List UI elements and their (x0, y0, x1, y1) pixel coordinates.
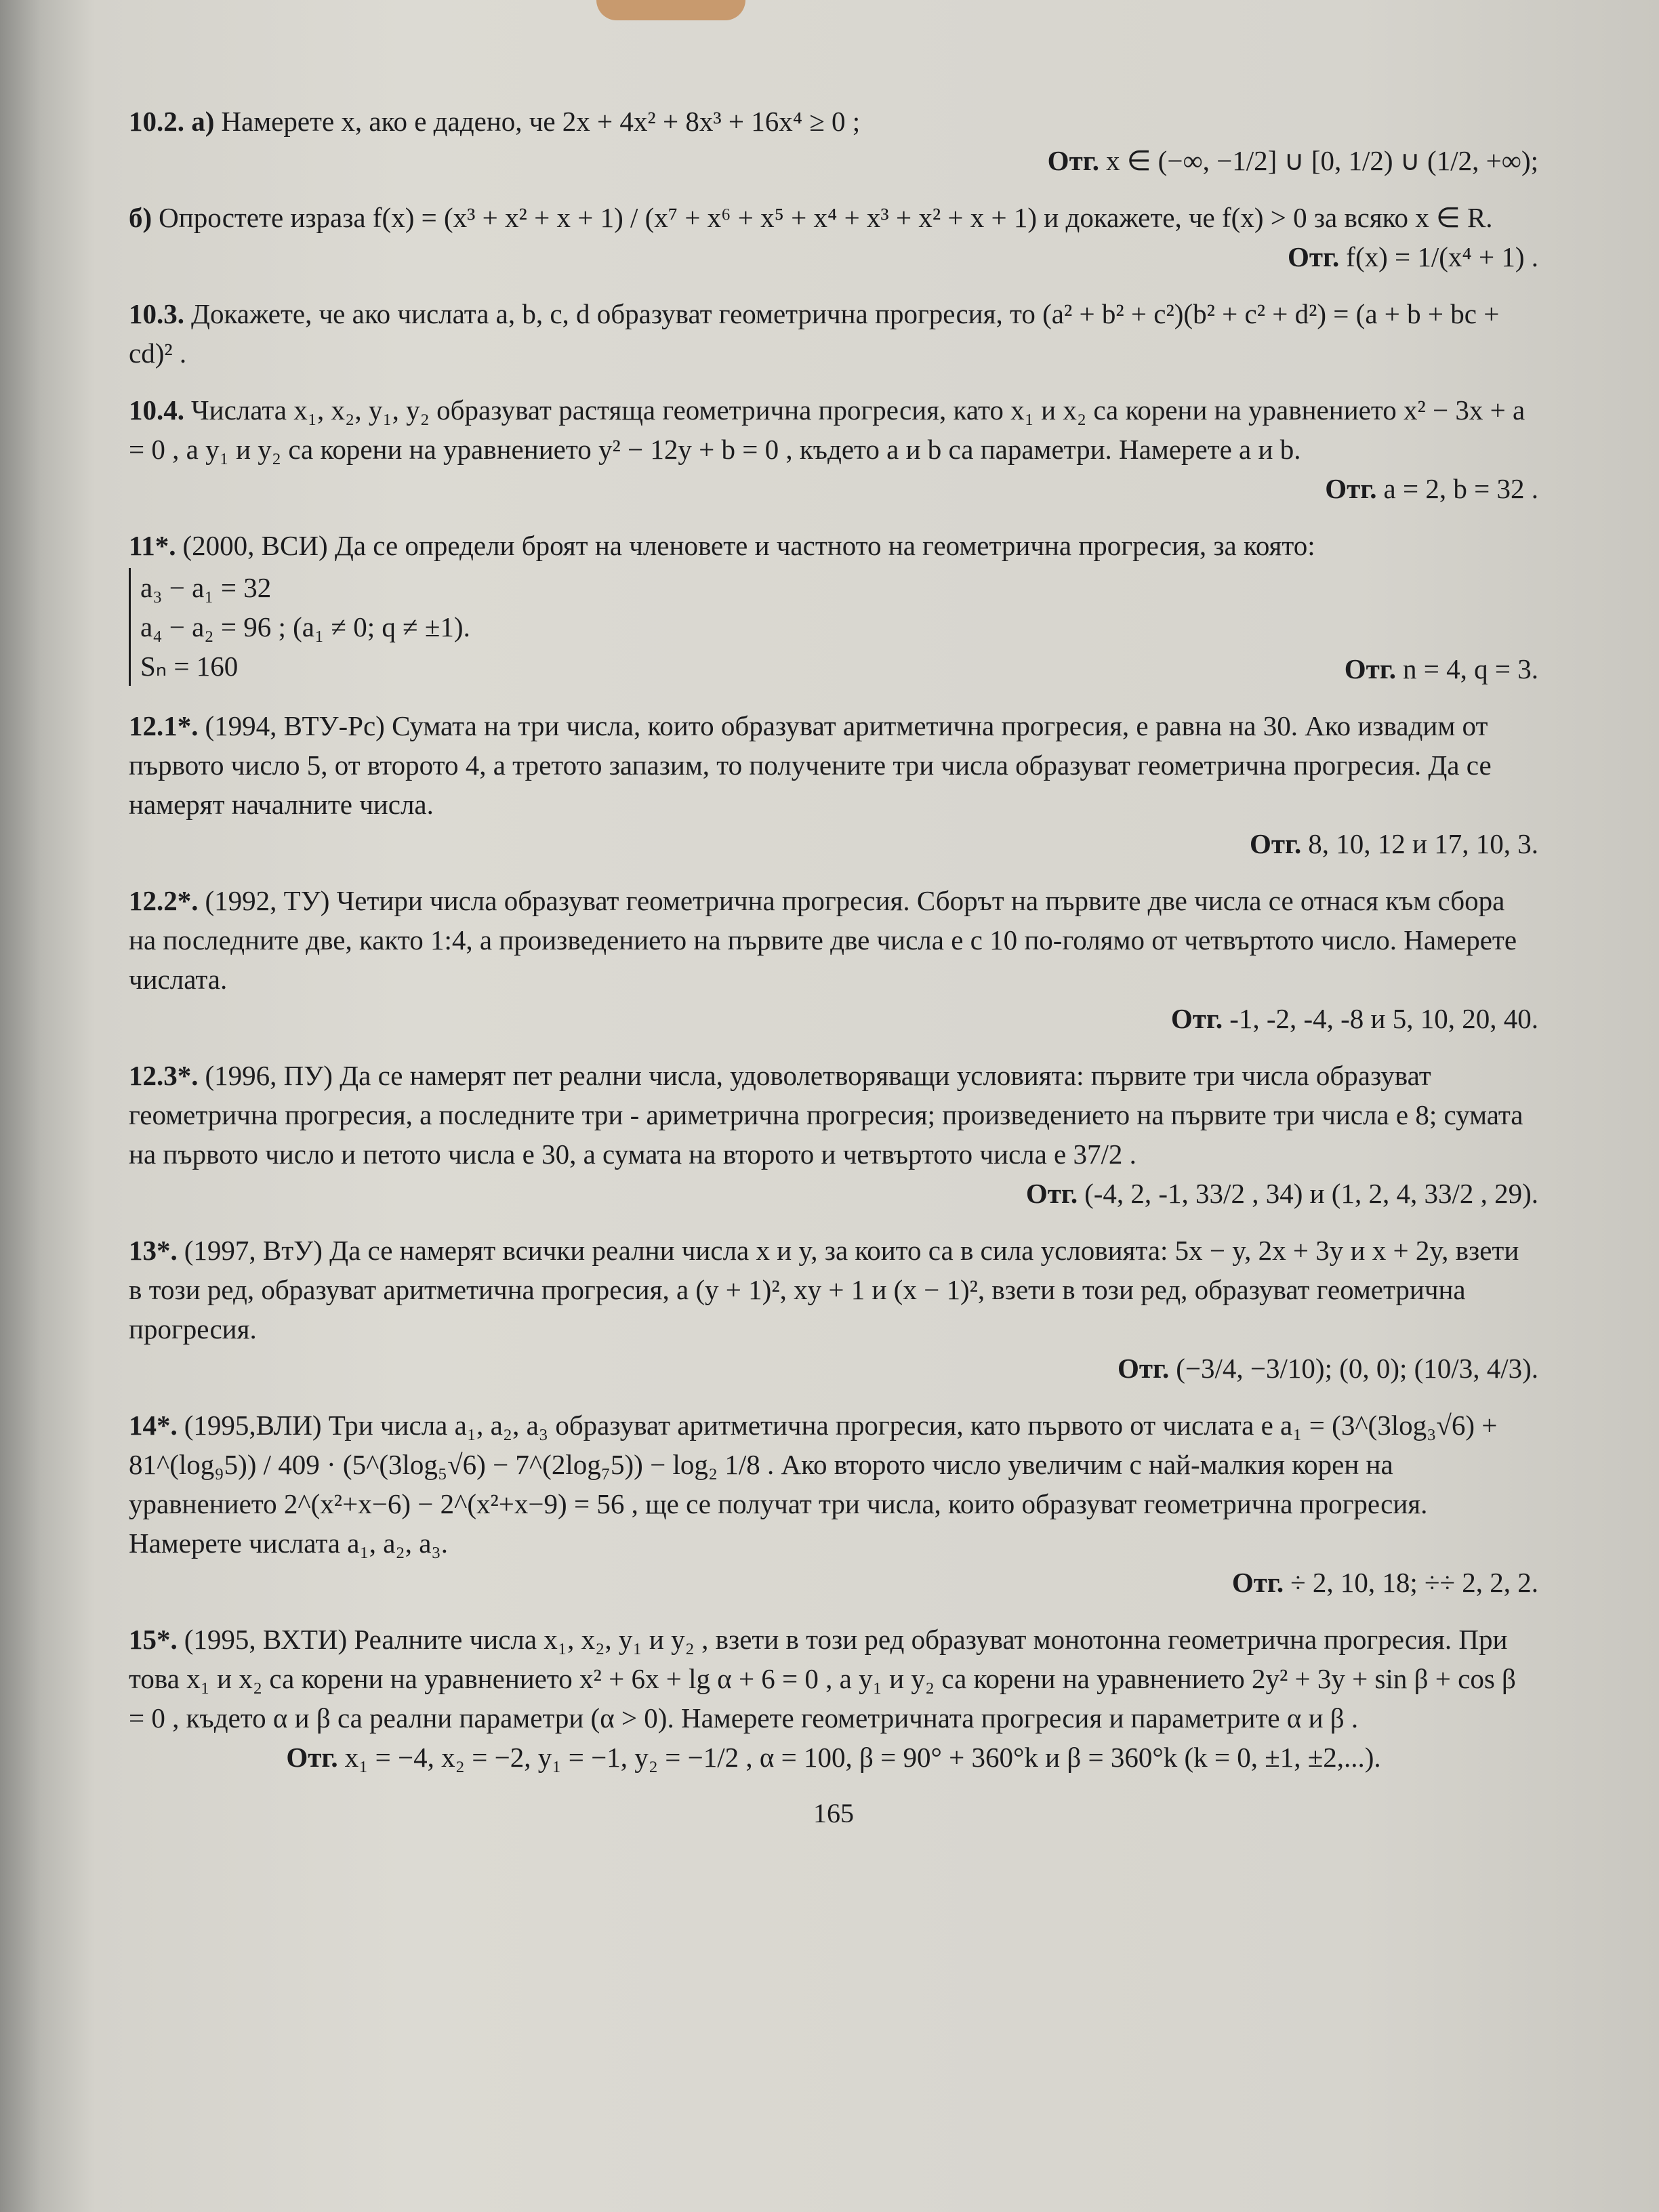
page-number: 165 (813, 1798, 854, 1828)
answer-prefix: Отг. (1250, 828, 1302, 859)
problem-text: Докажете, че ако числата a, b, c, d образуват геометрична прогресия, то (a² + b² + c²)(b² + c² + d²) = (a + b + bc + cd)² . (129, 298, 1500, 369)
problem-label: 10.2. а) (129, 106, 215, 137)
equation: a₃ − a₁ = 32 (140, 572, 272, 603)
problem-label: 10.4. (129, 394, 184, 426)
problem-label: 12.2*. (129, 885, 199, 916)
answer-text: x ∈ (−∞, −1/2] ∪ [0, 1/2) ∪ (1/2, +∞); (1105, 145, 1538, 176)
equation-system (129, 568, 470, 686)
problem-text: Числата x₁, x₂, y₁, y₂ образуват растяща геометрична прогресия, като x₁ и x₂ са корени на уравнението x² − 3x + a = 0 , а y₁ и y₂ са корени на уравнението y² − 12y + b = 0 , където a и b са параметри. Намерете a и b. (129, 394, 1525, 465)
problem-10-3 (129, 294, 1538, 373)
problem-text: (2000, ВСИ) Да се определи броят на членовете и частното на геометрична прогресия, за която: (182, 530, 1315, 561)
problem-label: 13*. (129, 1235, 178, 1266)
problem-label: 10.3. (129, 298, 184, 329)
problem-text: (1997, ВтУ) Да се намерят всички реални числа x и y, за които са в сила условията: 5x − y, 2x + 3y и x + 2y, взети в този ред, образуват аритметична прогресия, а (y + 1)², xy + 1 и (x − 1)², взети в този ред, образуват геометрична прогресия. (129, 1235, 1519, 1345)
problem-text: (1995, ВХТИ) Реалните числа x₁, x₂, y₁ и y₂ , взети в този ред образуват монотонна геометрична прогресия. При това x₁ и x₂ са корени на уравнението x² + 6x + lg α + 6 = 0 , а y₁ и y₂ са корени на уравнението 2y² + 3y + sin β + cos β = 0 , където α и β са реални параметри (α > 0). Намерете геометричната прогресия и параметрите α и β . (129, 1624, 1516, 1734)
problem-12-1 (129, 706, 1538, 863)
problem-answer (129, 1174, 1538, 1213)
problem-answer (129, 469, 1538, 508)
problem-label: 12.3*. (129, 1060, 199, 1091)
answer-text: x₁ = −4, x₂ = −2, y₁ = −1, y₂ = −1/2 , α = 100, β = 90° + 360°k и β = 360°k (k = 0, ±1, ±2,...). (344, 1742, 1381, 1773)
problem-text: (1996, ПУ) Да се намерят пет реални числа, удоволетворяващи условията: първите три числа образуват геометрична прогресия, а последните три - ариметрична прогресия; произведението на първите три числа е 8; сумата на първото число и петото числа е 30, а сумата на второто и четвъртото числа е 37/2 . (129, 1060, 1523, 1170)
answer-text: -1, -2, -4, -8 и 5, 10, 20, 40. (1229, 1003, 1538, 1034)
problem-14 (129, 1406, 1538, 1602)
problem-text: (1992, ТУ) Четири числа образуват геометрична прогресия. Сборът на първите две числа се отнася към сбора на последните две, както 1:4, а произведението на първите две числа е с 10 по-голямо от четвъртото число. Намерете числата. (129, 885, 1517, 995)
problem-answer (1345, 649, 1538, 689)
problem-label: б) (129, 202, 152, 233)
problem-answer (129, 824, 1538, 863)
problem-answer (129, 1738, 1538, 1777)
answer-prefix: Отг. (1231, 1567, 1284, 1598)
answer-text: f(x) = 1/(x⁴ + 1) . (1346, 241, 1538, 272)
equation: a₄ − a₂ = 96 ; (a₁ ≠ 0; q ≠ ±1). (140, 611, 470, 642)
problem-11 (129, 526, 1538, 689)
answer-prefix: Отг. (1170, 1003, 1223, 1034)
answer-prefix: Отг. (1288, 241, 1340, 272)
problem-answer (129, 1349, 1538, 1388)
problem-text: (1994, ВТУ-Рс) Сумата на три числа, които образуват аритметична прогресия, е равна на 30. Ако извадим от първото число 5, от второто 4, а третото запазим, то получените три числа образуват геометрична прогресия. Да се намерят началните числа. (129, 710, 1492, 820)
answer-text: (-4, 2, -1, 33/2 , 34) и (1, 2, 4, 33/2 , 29). (1084, 1178, 1538, 1209)
answer-prefix: Отг. (1025, 1178, 1078, 1209)
problem-12-3 (129, 1056, 1538, 1213)
problem-text: Опростете израза f(x) = (x³ + x² + x + 1) / (x⁷ + x⁶ + x⁵ + x⁴ + x³ + x² + x + 1) и докажете, че f(x) > 0 за всяко x ∈ R. (159, 202, 1493, 233)
problem-10-2b (129, 198, 1538, 276)
problem-13 (129, 1231, 1538, 1388)
problem-answer (129, 999, 1538, 1038)
problem-12-2 (129, 881, 1538, 1038)
problem-answer (129, 141, 1538, 180)
answer-prefix: Отг. (1325, 473, 1377, 504)
answer-prefix: Отг. (1117, 1353, 1170, 1384)
problem-15 (129, 1620, 1538, 1777)
problem-answer (129, 1563, 1538, 1602)
problem-label: 15*. (129, 1624, 178, 1655)
answer-prefix: Отг. (1047, 145, 1099, 176)
answer-text: a = 2, b = 32 . (1383, 473, 1538, 504)
problem-text: Намерете x, ако е дадено, че 2x + 4x² + 8x³ + 16x⁴ ≥ 0 ; (221, 106, 861, 137)
answer-prefix: Отг. (1344, 653, 1396, 684)
problem-text: (1995,ВЛИ) Три числа a₁, a₂, a₃ образуват аритметична прогресия, като първото от числата е a₁ = (3^(3log₃√6) + 81^(log₉5)) / 409 · (5^(3log₅√6) − 7^(2log₇5)) − log₂ 1/8 . Ако второто число увеличим с най-малкия корен на уравнението 2^(x²+x−6) − 2^(x²+x−9) = 56 , ще се получат три числа, които образуват геометрична прогресия. Намерете числата a₁, a₂, a₃. (129, 1410, 1498, 1559)
answer-text: 8, 10, 12 и 17, 10, 3. (1308, 828, 1538, 859)
answer-prefix: Отг. (286, 1742, 338, 1773)
problem-label: 14*. (129, 1410, 178, 1441)
problem-label: 11*. (129, 530, 176, 561)
answer-text: ÷ 2, 10, 18; ÷÷ 2, 2, 2. (1290, 1567, 1538, 1598)
answer-text: (−3/4, −3/10); (0, 0); (10/3, 4/3). (1176, 1353, 1538, 1384)
problem-10-2a (129, 102, 1538, 180)
answer-text: n = 4, q = 3. (1403, 653, 1538, 684)
problem-answer (129, 237, 1538, 276)
equation: Sₙ = 160 (140, 651, 239, 682)
problem-label: 12.1*. (129, 710, 199, 741)
problem-10-4 (129, 390, 1538, 508)
